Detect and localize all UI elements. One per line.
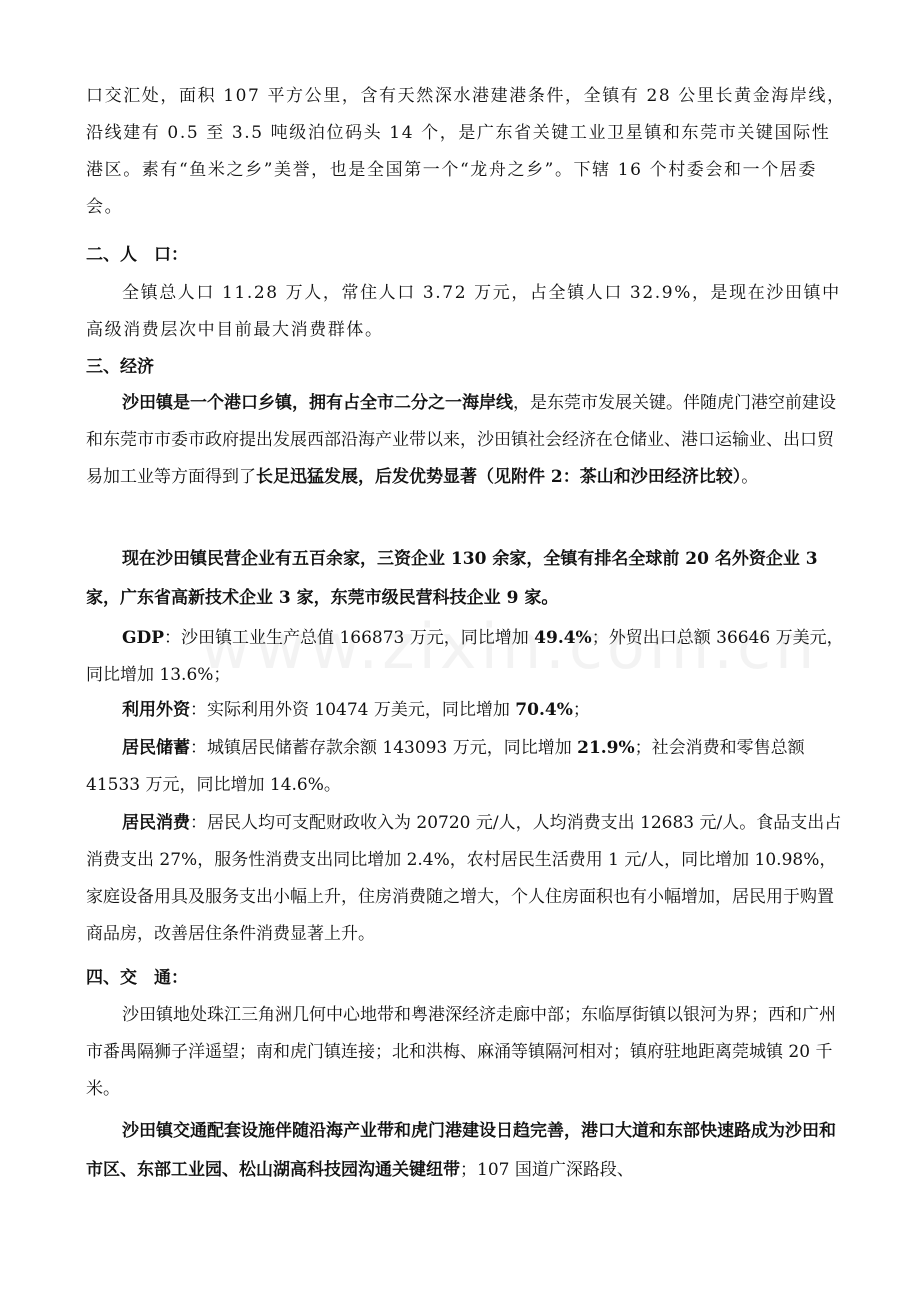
body-text: ，是东莞市发展关键。伴随虎门港空前建设和东莞市市委市政府提出发展西部沿海产业带以来，沙田镇社会经济在仓储业、港口运输业、出口贸易加工业等方面得到了 bbox=[86, 393, 836, 487]
body-text: ：居民人均可支配财政收入为 20720 元/人，人均消费支出 12683 元/人。食品支出占消费支出 27%，服务性消费支出同比增加 2.4%，农村居民生活费用 1 元/人，同比增加 10.98%，家庭设备用具及服务支出小幅上升，住房消费随之增大，个人住房面积也有小幅增加，居民用于购置商品房，改善居住条件消费显著上升。 bbox=[86, 813, 842, 944]
paragraph-population: 全镇总人口 11.28 万人，常住人口 3.72 万元，占全镇人口 32.9%，是现在沙田镇中高级消费层次中目前最大消费群体。 bbox=[86, 283, 841, 340]
paragraph-economy-intro bbox=[86, 385, 846, 496]
savings-growth-value: 21.9% bbox=[577, 738, 635, 758]
heading-population: 二、人 口： bbox=[86, 245, 188, 265]
body-text: ；社会消费和零售总额 41533 万元，同比增加 14.6%。 bbox=[86, 738, 805, 795]
gdp-label: GDP bbox=[122, 628, 165, 648]
paragraph-consumption bbox=[86, 805, 846, 953]
paragraph-enterprises: 现在沙田镇民营企业有五百余家，三资企业 130 余家，全镇有排名全球前 20 名外资企业 3 家，广东省高新技术企业 3 家，东莞市级民营科技企业 9 家。 bbox=[86, 549, 818, 608]
paragraph-transport-infrastructure bbox=[86, 1112, 846, 1190]
body-text: 。 bbox=[741, 467, 759, 487]
bold-text: 长足迅猛发展，后发优势显著（见附件 2：茶山和沙田经济比较） bbox=[256, 467, 742, 487]
paragraph-location: 口交汇处，面积 107 平方公里，含有天然深水港建港条件，全镇有 28 公里长黄金海岸线，沿线建有 0.5 至 3.5 吨级泊位码头 14 个，是广东省关键工业卫星镇和东莞市关键国际性港区。素有“鱼米之乡”美誉，也是全国第一个“龙舟之乡”。下辖 16 个村委会和一个居委会。 bbox=[86, 86, 846, 217]
heading-economy: 三、经济 bbox=[86, 357, 154, 377]
paragraph-fdi bbox=[86, 692, 846, 729]
fdi-growth-value: 70.4% bbox=[515, 700, 573, 720]
body-text: ：实际利用外资 10474 万美元，同比增加 bbox=[190, 700, 516, 720]
body-text: ：沙田镇工业生产总值 166873 万元，同比增加 bbox=[164, 628, 535, 648]
gdp-growth-value: 49.4% bbox=[534, 628, 592, 648]
bold-text: 沙田镇是一个港口乡镇，拥有占全市二分之一海岸线 bbox=[122, 393, 513, 413]
heading-transport: 四、交 通： bbox=[86, 968, 188, 988]
body-text: ； bbox=[572, 700, 590, 720]
bold-text: 沙田镇交通配套设施伴随沿海产业带和虎门港建设日趋完善，港口大道和东部快速路成为沙田和市区、东部工业园、松山湖高科技园沟通关键纽带 bbox=[86, 1121, 836, 1180]
paragraph-gdp bbox=[86, 620, 846, 694]
body-text: ：城镇居民储蓄存款余额 143093 万元，同比增加 bbox=[190, 738, 578, 758]
body-text: ；107 国道广深路段、 bbox=[460, 1160, 634, 1180]
consumption-label: 居民消费 bbox=[122, 813, 190, 833]
paragraph-transport-location: 沙田镇地处珠江三角洲几何中心地带和粤港深经济走廊中部；东临厚街镇以银河为界；西和广州市番禺隔狮子洋遥望；南和虎门镇连接；北和洪梅、麻涌等镇隔河相对；镇府驻地距离莞城镇 20 千米。 bbox=[86, 1005, 836, 1099]
body-text: ；外贸出口总额 36646 万美元，同比增加 13.6%； bbox=[86, 628, 844, 685]
savings-label: 居民储蓄 bbox=[122, 738, 190, 758]
fdi-label: 利用外资 bbox=[122, 700, 190, 720]
paragraph-savings bbox=[86, 730, 846, 804]
